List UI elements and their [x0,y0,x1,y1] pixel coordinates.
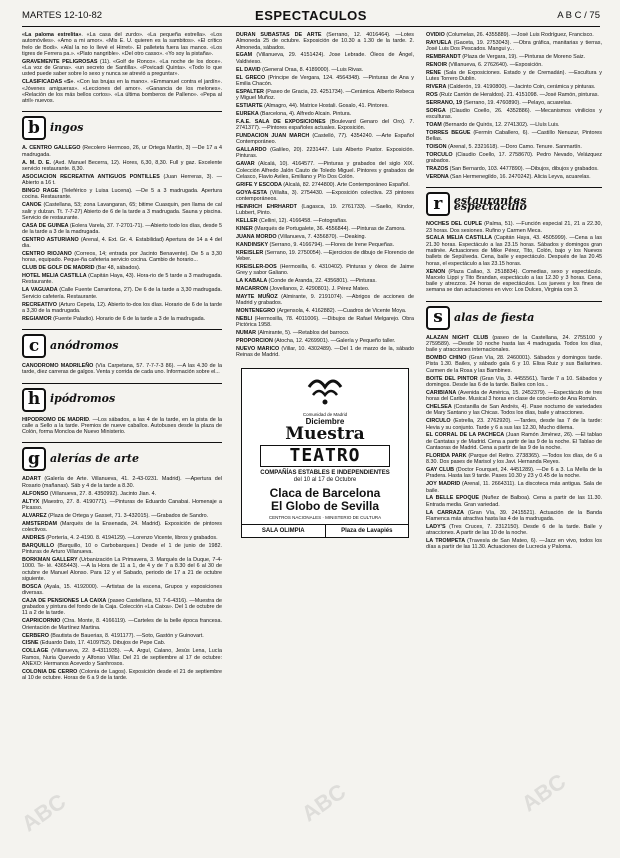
listing-entry: ALTYX (Maestro, 27. 8. 4190771). —Pinturas de Eduardo Canabai. Homenaje a Picasso. [22,498,222,511]
listing-entry: REGIAMOR (Fuente Paladio). Horario de 6 de la tarde a 3 de la madrugada. [22,315,206,322]
listing-entry: A. CENTRO GALLEGO (Recolero Hermoso, 26, ur Ortega Martín, 3) —De 17 a 4 madrugada. [22,145,222,158]
watermark: ABC [16,788,71,837]
column-1 [22,32,222,852]
listing-entry: CANOE (Castellana, 53; zona Lavangaran, 65; bitime Cuasquin, pen llama de cal salir y dulzan. Tt. 7-7-27) Abierto de 6 de la tarde a 3 madrugada. Sauna y piscina. Servicio de restaurante. [22,202,222,221]
column-3 [426,32,602,852]
listing-entry: LA TROMPETA (Travesía de San Mateo, 6). —Jazz en vivo, todos los días a partir de las 11.30. Actuaciones de Lucrecia y Paloma. [426,538,602,551]
listing-entry: CISNE (Eduardo Dato, 17. 4109752). Dibujos de Pepe Cab. [22,640,166,647]
listing-entry: ADART (Galería de Arte. Villanueva, 41. 2-43-0231. Madrid). —Apertura del Rosario (mañanas). Sáb y 4 de la tarde a 8.30. [22,476,222,489]
listing-entry: RECREATIVO (Arturo Cepeta, 12). Abierto to-dos los días. Horario de 6 de la tarde a 3,30 de la madrugada. [22,301,222,314]
issue-date: MARTES 12-10-82 [22,10,103,21]
listing-entry: NOCHES DEL CUPLE (Palma, 51). —Función especial 21, 21 a 22.30, 23 horas. Dos sesiones. Rufino y Carmen Meca. [426,221,602,234]
listing-entry: ANDRES (Portería, 4. 2-4190. 8. 4194129). —Lorenzo Vicente, libros y grabados. [22,534,218,541]
page-folio: A B C / 75 [557,10,600,21]
hipodromos-listings [22,417,222,436]
listing-entry: EGAM (Villanueva, 29. 4151424). Jose Lebrade. Óleos de Ángel, Valdivieso. [236,52,414,65]
listing-entry: GALLARDO (Galileo, 20). 2231447. Luis Alberto Pastor. Exposición. Pinturas. [236,147,414,160]
watermark: ABC [296,778,351,827]
ad-headline: Muestra [285,423,365,444]
page-header [22,8,600,27]
section-heading-text: estaurantes espectáculo [453,193,527,214]
theatre-advertisement [241,368,409,538]
listing-entry: SORGA (Claudio Coello, 26. 4352886). —Mecanismos vinilicios y esculturas. [426,107,602,121]
listing-entry: KANDINSKY (Serrano, 9. 4166794). —Flores de Irene Pequeñas. [236,241,395,248]
ad-companies: COMPAÑÍAS ESTABLES E INDEPENDIENTES [260,469,390,476]
ad-venue: SALA OLIMPIA [261,527,305,534]
listing-entry: XENON (Plaza Callao, 3. 2518834). Comedias, sexo y espectáculo. Marcelo Lippi y Tito Brandan, espectáculo a las 12.30 y 3 horas. Cena, baile y atrezzos. 24 horas de espectáculos. Los jueves y los fines de semana se dan actuaciones en vivo: Los Dulces, Virginia con 3. [426,268,602,294]
listing-entry: CAJA DE PENSIONES LA CAIXA (paseo Castellana, 51 7-6-4316). —Muestra de grabados y pintura del fondo de la Caja. Colección «La Caixa». Del 1 de octubre de 11 a 2 de la tarde. [22,597,222,617]
listing-entry: DURAN SUBASTAS DE ARTE (Serrano, 12. 4016464). —Lotes Almoneda 25 de octubre. Exposición de 10.30 a 1.30 de la tarde. 2. Almoneda, sábados. [236,32,414,51]
listing-entry: TRAZOS (San Bernardo, 103. 4477890). —Dibujos, dibujos y grabados. [426,166,599,173]
canodromos-listings [22,363,222,376]
listing-entry: LA BELLE EPOQUE (Nuñez de Balboa). Cena a partir de las 11.30. Entrada media. Gran variedad. [426,495,602,508]
listing-entry: EUREKA (Barcelona, 4). Alfredo Alcain. Pintura. [236,110,352,117]
listing-entry: KREISLER-DOS (Hermosilla, 6. 4310402). Pinturas y óleos de Jaime Grey y sabor Galiano. [236,263,414,277]
section-heading-canodromos [22,329,222,358]
listing-entry: CERBERO (Bautista de Bauerias, 8. 4191177). —Soto, Gastón y Guinovart. [22,632,204,639]
listing-entry: FUNDACION JUAN MARCH (Castelló, 77). 4354240. —Arte Español Contemporáneo. [236,132,414,146]
listing-entry: CLASIFICADAS «S». «Con las brujas en la mano». «Emmanuel contra el jardín». «Jóvenes amigueras». «Lecciones del amor». «Ganancia de los melones». «Relación de los más bellos cortos». «La última bomberos de Palleno». «Pepa al atril» nuevos. [22,79,222,105]
listing-entry: EL CORRAL DE LA PACHECA (Juan Ramón Jiménez, 26). —El tablao de Cantatas y de Madrid. Cena a partir de las 9 de la noche. El Tablao de Cantaoras de Madrid. Cena a partir de las 9 de la noche. [426,432,602,452]
listing-entry: CASA DE GUINEA (Eolera Varela, 37. 7-2701-71). —Abierto todo los días, desde 5 de la tarde a 3 de la madrugada. [22,222,222,235]
section-heading-salas [426,301,602,330]
listing-entry: RENOIR (Villanueva, 6. 2762640). —Exposición. [426,61,543,68]
listing-entry: CHELSEA (Costanilla de San Andrés, 4). Pase nocturno de variedades de Mary Santano y las Chicas. Todos los días, baile y atracciones. [426,404,602,417]
section-initial: r [426,192,450,216]
listing-entry: RAYUELA (Gaceta, 19. 2753043). —Obra gráfica, manitarias y tierras, José Luis Dos Pescados. Mangui y... [426,39,602,53]
listing-entry: CIRCULO (Estrella, 23. 2762920). —Tardes, desde las 7 de la tarde: Hevia y su conjunto. Tarde y 6 a sus las 12.30, Mucho dilema. [426,418,602,431]
section-initial: h [22,388,46,412]
listing-entry: F.A.E. SALA DE EXPOSICIONES (Boulevard Genaro del Oro). 7. 2741377). —Pintores españoles actuales. Exposición. [236,118,414,132]
listing-entry: RIVERA (Calderón, 19. 4190800). —Jacinto Coin, cerámica y pinturas. [426,84,596,91]
section-heading-hipodromos [22,383,222,412]
restaurantes-listings [426,221,602,293]
listing-entry: TOISON (Arenal, 5. 2321618). —Doro Camo. Tenure. Sanmartín. [426,143,582,150]
listing-entry: NUMAR (Almirante, 5). —Retablos del barroco. [236,330,350,337]
column-2 [236,32,414,852]
listing-entry: CENTRO ASTURIANO (Arenal, 4. Ext. Gr. 4. Estabilidad) Apertura de 14 a 4 del dia. [22,236,222,250]
salas-listings [426,335,602,551]
listing-entry: COLLAGE (Villanueva, 22. 8-4311935). —A. Arguí, Calano, Jesús Lena, Lucía Ramos, Nuria Quevedo y Alfonso Villar. Del 21 de septiembre al 17 de octubre: ANEXO: Hermanos Acevedo y Sanhrosos. [22,648,222,667]
listing-entry: NUEVO MARICO (Villar, 10. 4302489). —Del 1 de marzo de la, sábado Reinas de Madrid. [236,345,414,359]
galerias-listings [22,476,222,681]
listing-entry: JUANA MORDO (Villanueva, 7. 4356870). —Deaking. [236,233,367,240]
section-heading-restaurantes [426,187,602,216]
section-heading-text: anódromos [50,338,119,352]
section-heading-bingos [22,111,222,140]
listing-entry: «La paloma estrelita». «La casa del zurdo». «La pequeña estrella». «Los automóviles». «Amo a mi amor». «Mis E. U. quieren es la sambitos». «El crítico frelo de Bodi». «Alal la no lo llevé el Hirret». El palleteta fuera las manos. «Los tigres de Ferrera pa.». «Plato nangrible». «Del otro casso». «Yo soy la pistaña». [22,32,222,57]
listing-entry: HOTEL MELIA CASTILLA (Capitán Haya, 43). Hora-rio de 5 tarde a 3 madrugada. Restaurante. [22,273,222,286]
listing-entry: KREISLER (Serrano, 19. 2750054). —Ejercicios de dibujo de Florencio de Veber. [236,249,414,262]
listing-entry: BORKMAN GALLERY (Urbanización La Primavera, 3. Marqués de la Duque, 7-4-1000. Te- lé. 4365443). —A la Hora de 11 a 1, de 4 y de 7 a 8.30 del 6 al 30 de octubre de Manuel Alonso. Para 12 y el Sabado, periodo de 17 a 21 de octubre siguiente. [22,556,222,582]
galerias-listings-continued [426,32,602,180]
listing-entry: CAPRICORNIO (Ctra. Monte, 8. 4166119). —Carteles de la belle época francesa. Orientación de Martínez Martina. [22,618,222,631]
listing-entry: GOYA-ESTA (Villalta, 3). 2754430. —Exposición colectiva. 23 pintores contemporáneos. [236,189,414,202]
listing-entry: OVIDIO (Columelas, 26. 4355889). —José Luis Rodríguez, Francisco. [426,32,594,38]
listing-entry: ASOCIACION RECREATIVA ANTIGUOS PONTILLES (Juan Herreras, 3). —Abierto a 16 t. [22,173,222,187]
listing-entry: CENTRO RIOJANO (Correos, 14; entrada por Jacinto Benavente). De 5 a 3,30 horas, equipado. Peque-ña cafeteria servicio cocina. Cambio de horario... [22,251,222,264]
listing-entry: ESPALTER (Paseo de Gracia, 23. 4251734). —Cerámica. Alberto Rebeca y Miguel Muñoz. [236,88,414,102]
listing-entry: ALAZAN NIGHT CLUB (paseo de la Castellana, 24. 2755100 y 2759589). —Desde 10 noche hasta las 4 madrugada. Todos los días, baile y atracciones internacionales. [426,334,602,354]
listing-entry: HIPODROMO DE MADRID. —Los sábados, a las 4 de la tarde, en la pista de la calle a Sello a la tarde. Premios de nueve caballos. Autobuses desde la plaza de Colón, forma Moncloa de Nuevo Ministerio. [22,416,222,436]
listing-entry: KINER (Marqués de Portugalete, 36. 4556844). —Pinturas de Zamora. [236,225,406,232]
listing-entry: AMSTERDAM (Marqués de la Ensenada, 24. Madrid). Exposición de pintores colectivos. [22,520,222,533]
section-heading-galerias [22,442,222,471]
section-heading-text: ingos [50,121,84,135]
listing-entry: LA KABALA (Conde de Aranda, 22. 4356801). —Pinturas. [236,277,377,284]
listing-entry: CLUB DE GOLF DE MADRID (Bar 48, sábados). [22,265,141,272]
listing-entry: BOITE DEL PINTOR (Gran Vía, 3. 4455561). Tarde 7 a 10. Sábados y domingos. Desde las 6 de la tarde. Bailes con los... [426,375,602,388]
listing-entry: MONTENEGRO (Argensola, 4. 4162882). —Cuadros de Vicente Moya. [236,307,407,314]
bingos-listings [22,145,222,322]
listing-entry: GRIFE Y ESCODA (Alcalá, 82. 2744800). Arte Contemporáneo Español. [236,181,410,188]
listing-entry: A. M. D. E. (Avd. Manuel Becerra, 12). Hores, 6,30, 8,30. Full y gaz. Excelente servicio restaurante. 8,30. [22,159,222,172]
listing-entry: LA CARRAZA (Gran Vía, 39. 2415521). Actuación de la Banda Flamenca más atractiva hasta las 4 de la madrugada. [426,509,602,522]
watermark: ABC [516,768,571,817]
ad-company-1: Claca de Barcelona [269,485,381,500]
ad-venue-location: Plaza de Lavapiés [325,525,409,537]
listing-entry: CANODROMO MADRILEÑO (Vía Carpetana, 57. 7-7-7-3 86). —A las 4.30 de la tarde, diez carreras de galgos. Venta y corrida de cada uno. Información sobre el... [22,363,222,376]
comunidad-logo-icon [305,373,345,409]
listing-entry: ESTIARTE (Almagro, 44). Matrice Hostali. Gosalo, 41. Pintores. [236,102,389,109]
listing-entry: BARQUILLO (Barquillo, 10 o Carbobarques.) Desde el 1 de junio de 1982. Pinturas de Arturo Villanueva. [22,542,222,556]
section-initial: b [22,116,46,140]
listing-entry: RENE (Sala de Exposiciones. Estado y de Cremadán). —Escultura y Lutes Torrero Dublin. [426,69,602,83]
listing-entry: TOAM (Bernardo de Quirós, 12. 2741302). —Lluís Luis. [426,121,560,128]
listing-entry: ALFONSO (Villanueva, 27. 8. 4350992). Jacinto Jian. 4. [22,490,157,497]
ad-dates: del 10 al 17 de Octubre [293,476,357,483]
listing-entry: GAVAR (Alcalá, 10). 4164577. —Pinturas y grabados del siglo XIX. Colección Alfredo Jalón Cauto de Toledo Miguel. Pintores y grabados de Celasco, Flavio Aviles, Emiliano y Pío Dos Colón. [236,161,414,180]
listing-entry: LADY'S (Tres Cruces, 7. 2312150). Desde 6 de la tarde. Baile y atracciones. A partir de las 10 de la noche. [426,523,602,537]
listing-entry: SERRANO, 19 (Serrano, 19. 4760890). —Pelayo, acuarelas. [426,99,572,106]
listing-entry: VERDNA (San Hermenegildo, 16. 2470242). Alicia Leyva, acuarelas. [426,173,591,180]
listing-entry: SCALA MELIA CASTILLA (Capitán Haya, 43. 4505999). —Cena a las 21.30 horas. Espectáculo a las 23.15 horas. Sábados y domingos gran matinée. Actuaciones de Mike Pérez, Tito, Colón, bajo y los Nuevos ballets de Sepúlveda. Cena, baile y espectáculo. Después de las 20.45 horas, el espectáculo a las 23.15 horas. [426,235,602,267]
listing-entry: TORCULO (Claudio Coello, 17. 2758670). Pedro Nevado, Velázquez grabados. [426,151,602,165]
listing-entry: ROS (Ruíz Carrión de Heraldos). 21. 4151098. —José Ramón, pinturas. [426,91,599,98]
listing-entry: BOSCA (Ayala, 15. 4192000). —Artistas de la escena, Grupos y exposiciones diversas. [22,583,222,596]
ad-organizer: Comunidad de Madrid [302,411,348,417]
listing-entry: REMBRANDT (Plaza de Vergara, 19). —Pinturas de Moreno Saiz. [426,54,586,61]
ad-theatre-word: TEATRO [260,445,390,467]
listing-entry: PROPORCION (Atocha, 12. 4269901). —Galería y Pequeño taller. [236,337,396,344]
ad-line-1: Diciembre [305,416,345,426]
listing-entry: GAY CLUB (Doctor Fourquet, 24. 4451289). —De 6 a 3. La Mella de la Pradera. Hasta las 9 tarde. Pases 10.30 y 23 y 0.45 de la noche. [426,467,602,480]
listing-entry: MACARRON (Jovellanos, 2. 4290801). J. Pérez Mateo. [236,285,370,292]
listing-entry: BOMBO CHINO (Gran Vía, 28. 2460001). Sábados y domingos tarde. Pista 1.30. Bailes, y sábado gala 6 y 10. Elisa Ruiz y sus Bailarines. Carmen de la Rosa y las Bambines. [426,355,602,374]
listing-entry: NEBLI (Hermosilla, 78. 4011006). —Dibujos de Rafael Melgarejo. Obra Pictórica 1958. [236,315,414,329]
listing-entry: MAYTE MUÑOZ (Almirante, 9. 2191074). —Abrigos de acciones de Madrid y grabados. [236,293,414,307]
listing-entry: FLORIDA PARK (Parque del Retiro. 2738365). —Todos los días, de 6 a 8.30. Dos pases de Marisol y los Javi. Hernanda Reyes. [426,452,602,466]
listing-entry: GRAVEMENTE PELIGROSAS (11). «Golf de Ronco». «La noche de los doce». «La voz de Grana». «un secreto de Santilla». «Povicadi Quinta». «Todo lo que usted puede saber sobre lo sexo y nunca se atrevió a preguntar». [22,58,222,78]
section-title: ESPECTACULOS [255,8,367,23]
section-initial: g [22,447,46,471]
listing-entry: KELLER (Cellini, 12). 4166458. —Fotografías. [236,218,348,225]
section-initial: c [22,334,46,358]
ad-sponsor: CENTROS NACIONALES · MINISTERIO DE CULTURA [268,514,382,520]
section-heading-text: ipódromos [50,392,116,406]
galerias-listings-continued [236,32,414,358]
section-initial: s [426,306,450,330]
section-heading-text: alerías de arte [50,452,139,466]
listing-entry: EL GRECO (Principe de Vergara, 124. 4564348). —Pinturas de Ana y Emilia Chacón. [236,74,414,87]
ad-venue-bar [242,524,408,537]
listing-entry: HEINRICH EHRHARDT (Lagasca, 19. 2761733). —Saelio, Kindor, Lubbert, Pinto. [236,203,414,217]
listing-entry: CARIBIANA (Avenida de América, 15. 2452379). —Espectáculo de tres horas del Caribe. Musical 3 horas en clase de concierto de Ana Román. [426,389,602,403]
listing-entry: EL DAVID (General Oraa, 8. 4189000). —Luis Rivas. [236,66,364,73]
listing-entry: ALVAREZ (Plaza de Ortega y Gasset, 71. 3-432015). —Grabados de Sandro. [22,512,209,519]
listing-entry: LA VAGUADA (Calle Fuente Carrantona, 27). De 6 de la tarde a 3,30 madrugada. Servicio cafetería. Restaurante. [22,287,222,300]
listing-entry: TORRES BEGUE (Fermín Caballero, 6). —Castillo Nenuzur, Pintores Bellas. [426,129,602,143]
ad-company-2: El Globo de Sevilla [270,498,380,513]
listing-entry: COLONIA DE CERRO (Colonia de Lagos). Exposición desde el 21 de septiembre al 10 de octubre. Horas de 6 a 9 de la tarde. [22,668,222,682]
listing-entry: BINGO RAGE (Teleférico y Luisa Lucena). —De 5 a 3 madrugada. Apertura cocina. Restaurante. [22,188,222,201]
listing-entry: JOY MADRID (Arenal, 11. 2664311). La discoteca más antigua. Sala de baile. [426,481,602,494]
section-heading-text: alas de fiesta [454,310,535,324]
intro-listings [22,32,222,104]
